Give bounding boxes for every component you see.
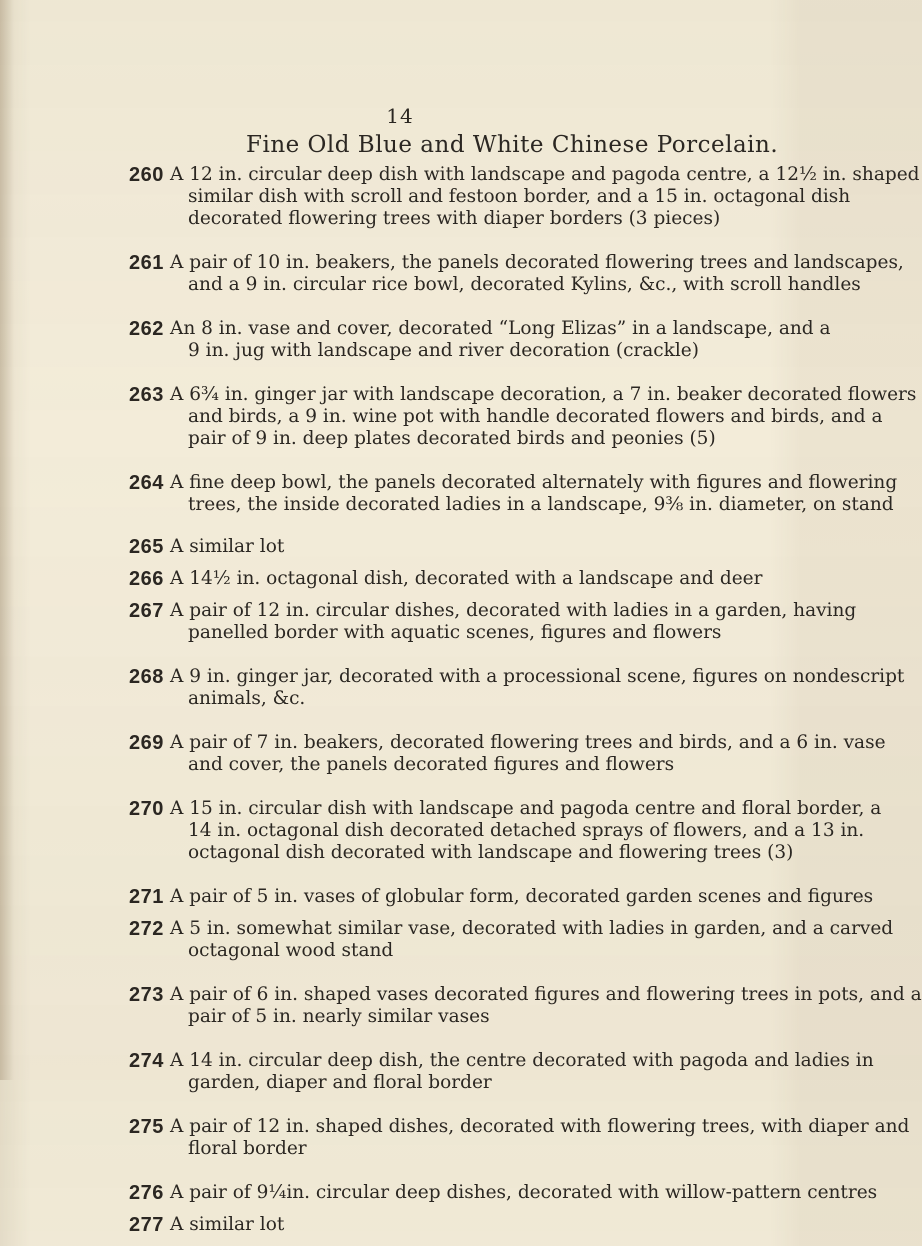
lot-entry — [0, 732, 886, 776]
lot-description-line: 14 in. octagonal dish decorated detached sprays of flowers, and a 13 in. — [188, 820, 865, 841]
lot-number: 276 — [129, 1182, 164, 1204]
lot-description — [170, 732, 886, 776]
lot-description-line: A pair of 12 in. shaped dishes, decorated with flowering trees, with diaper and — [170, 1116, 910, 1137]
lot-entry — [0, 568, 800, 590]
lot-number: 267 — [129, 600, 164, 622]
lot-number: 274 — [129, 1050, 164, 1072]
lot-description — [170, 918, 894, 962]
lot-description-line: and a 9 in. circular rice bowl, decorated Kylins, &c., with scroll handles — [188, 274, 861, 295]
lot-number: 260 — [129, 164, 164, 186]
lot-entry — [0, 886, 874, 908]
lot-description-line: A 9 in. ginger jar, decorated with a processional scene, figures on nondescript — [170, 666, 905, 687]
lot-description-line: 9 in. jug with landscape and river decoration (crackle) — [188, 340, 699, 361]
lot-description-line: floral border — [188, 1138, 307, 1159]
page-number: 14 — [386, 104, 414, 128]
lot-entry — [0, 798, 882, 864]
lot-description-line: decorated flowering trees with diaper borders (3 pieces) — [188, 208, 721, 229]
lot-description — [170, 472, 898, 516]
lot-entry — [0, 984, 922, 1028]
lot-description — [170, 600, 857, 644]
lot-description-line: octagonal dish decorated with landscape and flowering trees (3) — [188, 842, 794, 863]
lot-number: 261 — [129, 252, 164, 274]
lot-description-line: A 14 in. circular deep dish, the centre decorated with pagoda and ladies in — [170, 1050, 874, 1071]
lot-number: 262 — [129, 318, 164, 340]
lot-description — [170, 1182, 878, 1204]
lot-description-line: and cover, the panels decorated figures and flowers — [188, 754, 675, 775]
lot-entry — [0, 1050, 874, 1094]
lot-description-line: pair of 9 in. deep plates decorated birds and peonies (5) — [188, 428, 716, 449]
lot-entry — [0, 472, 898, 516]
lot-description-line: A fine deep bowl, the panels decorated alternately with figures and flowering — [170, 472, 898, 493]
lot-number: 273 — [129, 984, 164, 1006]
lot-number: 265 — [129, 536, 164, 558]
lot-number: 268 — [129, 666, 164, 688]
lot-entry — [0, 318, 831, 362]
lot-description-line: A pair of 7 in. beakers, decorated flowering trees and birds, and a 6 in. vase — [170, 732, 886, 753]
lot-entry — [0, 666, 905, 710]
lot-number: 269 — [129, 732, 164, 754]
lot-description-line: An 8 in. vase and cover, decorated “Long Elizas” in a landscape, and a — [170, 318, 831, 339]
lot-description — [170, 536, 738, 558]
lot-description — [170, 252, 904, 296]
lot-number: 270 — [129, 798, 164, 820]
lot-entry — [0, 918, 894, 962]
page-title: Fine Old Blue and White Chinese Porcelain. — [246, 132, 779, 158]
lot-entry — [0, 600, 857, 644]
lot-entry — [0, 252, 904, 296]
lot-description-line: A 6¾ in. ginger jar with landscape decoration, a 7 in. beaker decorated flowers — [170, 384, 917, 405]
lot-description-line: and birds, a 9 in. wine pot with handle decorated flowers and birds, and a — [188, 406, 883, 427]
lot-number: 264 — [129, 472, 164, 494]
lot-description-line: A pair of 10 in. beakers, the panels decorated flowering trees and landscapes, — [170, 252, 904, 273]
lot-description — [170, 164, 920, 230]
lot-description-line: trees, the inside decorated ladies in a landscape, 9⅜ in. diameter, on stand — [188, 494, 894, 515]
lot-description — [170, 798, 882, 864]
lot-description — [170, 318, 831, 362]
lot-description-line: A pair of 9¼in. circular deep dishes, decorated with willow-pattern centres — [170, 1182, 878, 1203]
lot-description-line: A 5 in. somewhat similar vase, decorated with ladies in garden, and a carved — [170, 918, 894, 939]
lot-entry — [0, 1116, 910, 1160]
lot-description — [170, 384, 917, 450]
lot-description-line: A pair of 6 in. shaped vases decorated figures and flowering trees in pots, and a — [170, 984, 922, 1005]
lot-description-line: similar dish with scroll and festoon border, and a 15 in. octagonal dish — [188, 186, 851, 207]
lot-description-line: A 14½ in. octagonal dish, decorated with a landscape and deer — [170, 568, 763, 589]
lot-description-line: octagonal wood stand — [188, 940, 394, 961]
lot-list — [0, 164, 922, 1246]
lot-description-line: pair of 5 in. nearly similar vases — [188, 1006, 490, 1027]
lot-description-line: A 15 in. circular dish with landscape and pagoda centre and floral border, a — [170, 798, 882, 819]
lot-entry — [0, 1182, 878, 1204]
lot-description — [170, 886, 874, 908]
lot-description-line: garden, diaper and floral border — [188, 1072, 492, 1093]
lot-description-line: animals, &c. — [188, 688, 306, 709]
lot-description-line: A similar lot — [170, 1214, 285, 1235]
lot-description-line: A pair of 12 in. circular dishes, decorated with ladies in a garden, having — [170, 600, 857, 621]
lot-entry — [0, 536, 800, 558]
lot-description — [170, 984, 922, 1028]
lot-description-line: A pair of 5 in. vases of globular form, decorated garden scenes and figures — [170, 886, 874, 907]
lot-number: 271 — [129, 886, 164, 908]
lot-description-line: A 12 in. circular deep dish with landscape and pagoda centre, a 12½ in. shaped — [170, 164, 920, 185]
lot-description — [170, 1116, 910, 1160]
lot-entry — [0, 384, 917, 450]
lot-description-line: panelled border with aquatic scenes, figures and flowers — [188, 622, 722, 643]
lot-number: 263 — [129, 384, 164, 406]
lot-number: 272 — [129, 918, 164, 940]
lot-description-line: A similar lot — [170, 536, 285, 557]
lot-description — [170, 1050, 874, 1094]
lot-description — [170, 1214, 738, 1236]
lot-description — [170, 666, 905, 710]
lot-description — [170, 568, 763, 590]
lot-number: 266 — [129, 568, 164, 590]
lot-entry — [0, 1214, 800, 1236]
lot-number: 275 — [129, 1116, 164, 1138]
lot-number: 277 — [129, 1214, 164, 1236]
lot-entry — [0, 164, 920, 230]
